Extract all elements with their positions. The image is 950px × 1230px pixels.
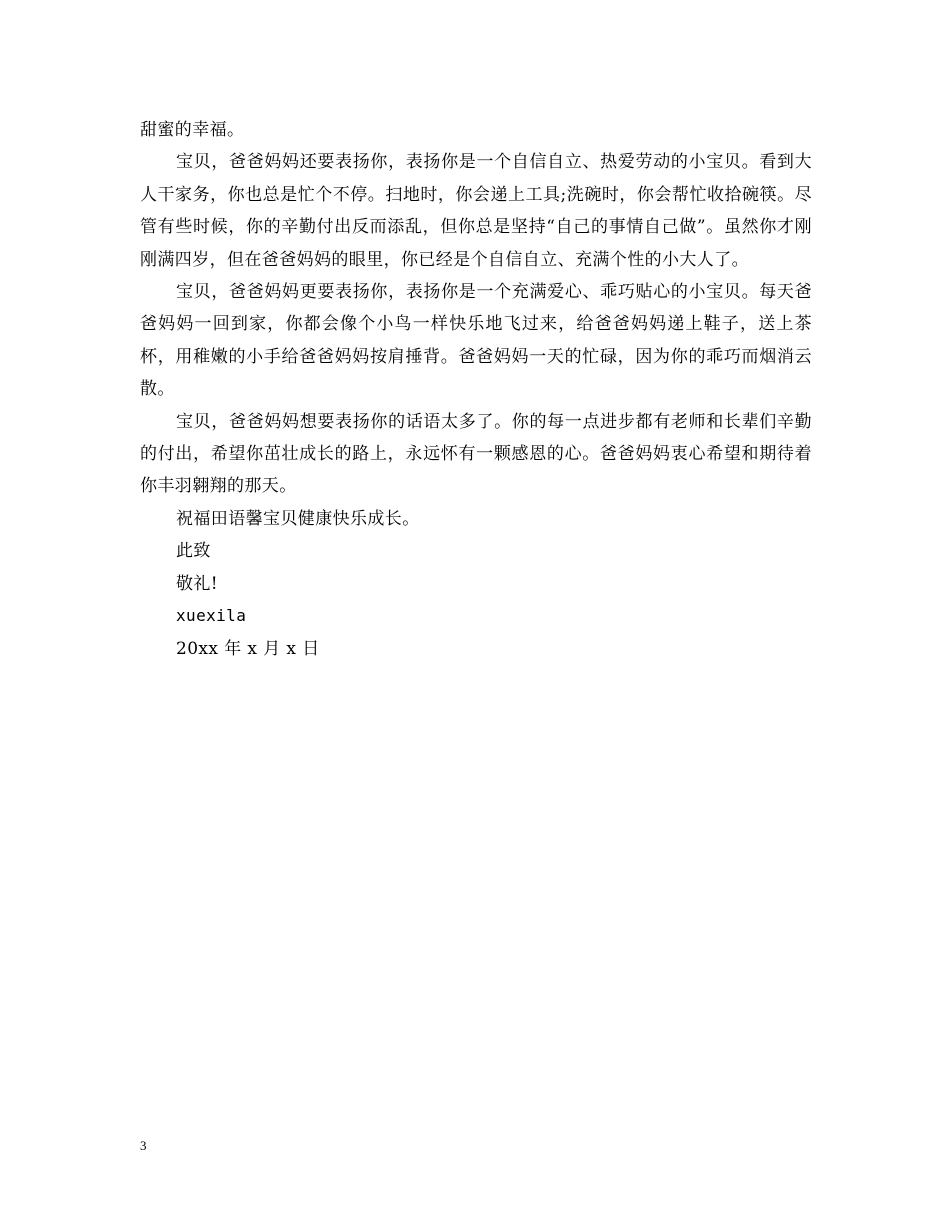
paragraph-praise-independence: 宝贝，爸爸妈妈还要表扬你，表扬你是一个自信自立、热爱劳动的小宝贝。看到大人干家务，你也总是忙个不停。扫地时，你会递上工具;洗碗时，你会帮忙收拾碗筷。尽管有些时候，你的辛勤付出反而添乱，但你总是坚持“自己的事情自己做”。虽然你才刚刚满四岁，但在爸爸妈妈的眼里，你已经是个自信自立、充满个性的小大人了。 bbox=[140, 152, 812, 270]
page-number: 3 bbox=[140, 1138, 147, 1153]
paragraph-continuation: 甜蜜的幸福。 bbox=[140, 120, 245, 140]
signature: xuexila bbox=[176, 606, 247, 626]
closing-salutation: 此致 bbox=[176, 541, 211, 562]
closing-respect: 敬礼! bbox=[176, 573, 219, 594]
paragraph-praise-caring: 宝贝，爸爸妈妈更要表扬你，表扬你是一个充满爱心、乖巧贴心的小宝贝。每天爸爸妈妈一回到家，你都会像个小鸟一样快乐地飞过来，给爸爸妈妈递上鞋子，送上茶杯，用稚嫩的小手给爸爸妈妈按肩捶背。爸爸妈妈一天的忙碌，因为你的乖巧而烟消云散。 bbox=[140, 282, 812, 400]
paragraph-praise-gratitude: 宝贝，爸爸妈妈想要表扬你的话语太多了。你的每一点进步都有老师和长辈们辛勤的付出，希望你茁壮成长的路上，永远怀有一颗感恩的心。爸爸妈妈衷心希望和期待着你丰羽翱翔的那天。 bbox=[140, 411, 812, 497]
letter-date: 20xx 年 x 月 x 日 bbox=[176, 638, 320, 659]
letter-body bbox=[140, 114, 812, 665]
closing-wish: 祝福田语馨宝贝健康快乐成长。 bbox=[176, 508, 420, 529]
